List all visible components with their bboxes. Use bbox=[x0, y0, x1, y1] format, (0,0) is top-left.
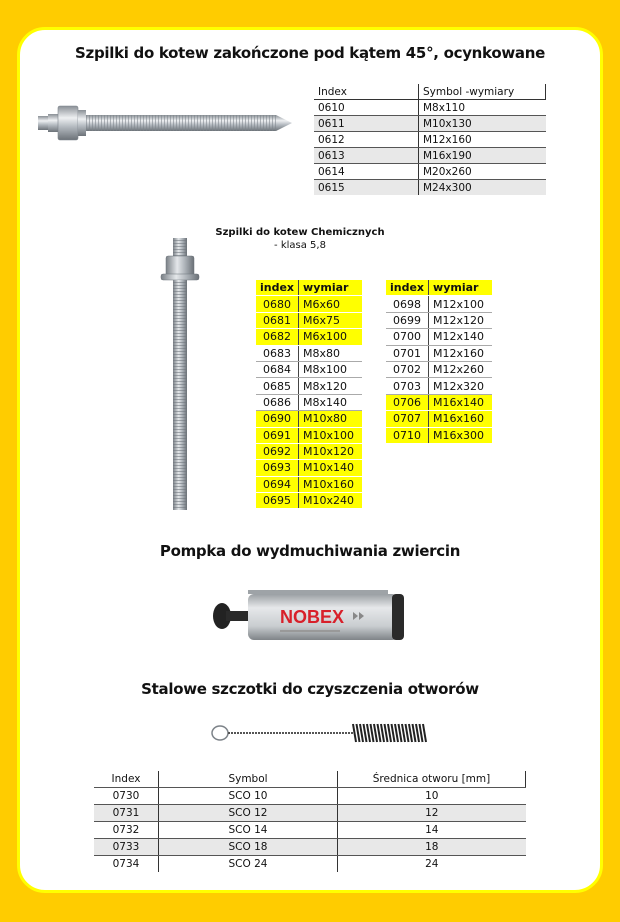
cell-index: 0613 bbox=[314, 148, 419, 164]
cell-diameter: 18 bbox=[338, 839, 526, 856]
table-row bbox=[94, 839, 526, 856]
steel-brushes-table bbox=[94, 771, 526, 872]
table-row bbox=[94, 805, 526, 822]
chemical-rods-subtitle: - klasa 5,8 bbox=[274, 240, 326, 251]
cell-size: M12x320 bbox=[429, 378, 492, 394]
cell-symbol: M8x110 bbox=[419, 100, 546, 116]
cell-index: 0701 bbox=[386, 345, 429, 361]
cell-index: 0707 bbox=[386, 411, 429, 427]
table-row bbox=[314, 132, 546, 148]
table-row bbox=[256, 329, 362, 345]
cell-index: 0682 bbox=[256, 329, 299, 345]
table-row bbox=[256, 460, 362, 476]
column-header-size: wymiar bbox=[429, 280, 492, 296]
cell-index: 0734 bbox=[94, 856, 159, 873]
cell-index: 0700 bbox=[386, 329, 429, 345]
column-header-index: index bbox=[386, 280, 429, 296]
table-row bbox=[314, 180, 546, 196]
cell-diameter: 24 bbox=[425, 858, 439, 870]
table-row bbox=[256, 378, 362, 394]
cell-size: M10x100 bbox=[299, 427, 362, 443]
chemical-rods-title: Szpilki do kotew Chemicznych bbox=[215, 227, 385, 238]
column-header-index: index bbox=[256, 280, 299, 296]
cell-symbol: M16x190 bbox=[419, 148, 546, 164]
cell-size: M12x160 bbox=[429, 345, 492, 361]
column-header-symbol: Symbol bbox=[159, 771, 338, 788]
section-title-blow-pump: Pompka do wydmuchiwania zwiercin bbox=[159, 542, 461, 560]
cell-index: 0731 bbox=[94, 805, 159, 822]
cell-symbol: M12x160 bbox=[419, 132, 546, 148]
section-title-anchor-rods-45: Szpilki do kotew zakończone pod kątem 45°, ocynkowane bbox=[75, 44, 545, 62]
cell-symbol: M10x130 bbox=[419, 116, 546, 132]
cell-index: 0703 bbox=[386, 378, 429, 394]
cell-size: M16x140 bbox=[429, 394, 492, 410]
table-row bbox=[256, 312, 362, 328]
table-row bbox=[256, 345, 362, 361]
cell-index: 0693 bbox=[256, 460, 299, 476]
table-row bbox=[314, 100, 546, 116]
table-row bbox=[386, 345, 492, 361]
column-header-diameter: Średnica otworu [mm] bbox=[338, 771, 526, 788]
cell-size: M12x100 bbox=[429, 296, 492, 312]
cell-index: 0615 bbox=[314, 180, 419, 196]
blow-pump-image bbox=[208, 586, 414, 642]
cell-index: 0694 bbox=[256, 476, 299, 492]
cell-size: M16x300 bbox=[429, 427, 492, 443]
chemical-anchor-rod-image bbox=[156, 236, 204, 516]
table-row bbox=[314, 164, 546, 180]
table-row bbox=[256, 296, 362, 312]
chemical-rods-table-right bbox=[386, 280, 492, 444]
table-row bbox=[94, 788, 526, 805]
cell-size: M10x120 bbox=[299, 443, 362, 459]
column-header-index: Index bbox=[314, 84, 419, 100]
column-header-size: wymiar bbox=[299, 280, 362, 296]
table-row bbox=[386, 427, 492, 443]
table-row bbox=[256, 493, 362, 509]
table-row bbox=[386, 411, 492, 427]
cell-index: 0610 bbox=[314, 100, 419, 116]
cell-size: M8x80 bbox=[299, 345, 362, 361]
cell-index: 0690 bbox=[256, 411, 299, 427]
cell-index: 0733 bbox=[94, 839, 159, 856]
chemical-rods-table-left bbox=[256, 280, 362, 509]
cell-index: 0612 bbox=[314, 132, 419, 148]
cell-index: 0614 bbox=[314, 164, 419, 180]
cell-index: 0681 bbox=[256, 312, 299, 328]
column-header-symbol: Symbol -wymiary bbox=[419, 84, 546, 100]
cell-index: 0730 bbox=[94, 788, 159, 805]
cell-size: M10x160 bbox=[299, 476, 362, 492]
table-row bbox=[256, 427, 362, 443]
cell-index: 0692 bbox=[256, 443, 299, 459]
cell-index: 0691 bbox=[256, 427, 299, 443]
steel-brush-image bbox=[208, 718, 430, 748]
cell-size: M6x75 bbox=[299, 312, 362, 328]
cell-size: M16x160 bbox=[429, 411, 492, 427]
table-row bbox=[256, 443, 362, 459]
cell-diameter: 12 bbox=[338, 805, 526, 822]
table-row bbox=[256, 411, 362, 427]
cell-index: 0611 bbox=[314, 116, 419, 132]
cell-index: 0699 bbox=[386, 312, 429, 328]
cell-size: M8x100 bbox=[299, 361, 362, 377]
cell-size: M8x120 bbox=[299, 378, 362, 394]
section-title-steel-brushes: Stalowe szczotki do czyszczenia otworów bbox=[141, 680, 479, 698]
cell-index: 0698 bbox=[386, 296, 429, 312]
table-row bbox=[94, 856, 526, 873]
cell-size: M12x120 bbox=[429, 312, 492, 328]
table-row bbox=[256, 476, 362, 492]
table-row bbox=[94, 822, 526, 839]
cell-diameter: 14 bbox=[338, 822, 526, 839]
cell-size: M6x60 bbox=[299, 296, 362, 312]
cell-size: M10x140 bbox=[299, 460, 362, 476]
cell-index: 0685 bbox=[256, 378, 299, 394]
cell-index: 0695 bbox=[256, 493, 299, 509]
table-row bbox=[314, 116, 546, 132]
table-row bbox=[256, 394, 362, 410]
cell-index: 0680 bbox=[256, 296, 299, 312]
table-row bbox=[386, 329, 492, 345]
table-row bbox=[386, 361, 492, 377]
anchor-rod-45-image bbox=[34, 96, 296, 152]
table-row bbox=[314, 148, 546, 164]
cell-size: M10x80 bbox=[299, 411, 362, 427]
table-row bbox=[386, 394, 492, 410]
cell-size: M6x100 bbox=[299, 329, 362, 345]
cell-size: M12x140 bbox=[429, 329, 492, 345]
cell-symbol: M20x260 bbox=[419, 164, 546, 180]
cell-symbol: SCO 24 bbox=[159, 856, 338, 873]
cell-symbol: SCO 10 bbox=[159, 788, 338, 805]
cell-symbol: SCO 18 bbox=[159, 839, 338, 856]
cell-size: M10x240 bbox=[299, 493, 362, 509]
chemical-rods-heading bbox=[200, 226, 400, 252]
cell-symbol: M24x300 bbox=[419, 180, 546, 196]
nobex-logo: NOBEX bbox=[280, 607, 345, 627]
cell-diameter: 10 bbox=[338, 788, 526, 805]
column-header-index: Index bbox=[94, 771, 159, 788]
cell-symbol: SCO 14 bbox=[159, 822, 338, 839]
table-row bbox=[386, 312, 492, 328]
cell-size: M8x140 bbox=[299, 394, 362, 410]
cell-index: 0706 bbox=[386, 394, 429, 410]
cell-index: 0710 bbox=[386, 427, 429, 443]
table-row bbox=[256, 361, 362, 377]
cell-index: 0684 bbox=[256, 361, 299, 377]
cell-index: 0702 bbox=[386, 361, 429, 377]
cell-size: M12x260 bbox=[429, 361, 492, 377]
cell-index: 0732 bbox=[94, 822, 159, 839]
table-row bbox=[386, 378, 492, 394]
cell-symbol: SCO 12 bbox=[159, 805, 338, 822]
table-row bbox=[386, 296, 492, 312]
cell-index: 0683 bbox=[256, 345, 299, 361]
anchor-rods-45-table bbox=[314, 84, 546, 195]
cell-index: 0686 bbox=[256, 394, 299, 410]
